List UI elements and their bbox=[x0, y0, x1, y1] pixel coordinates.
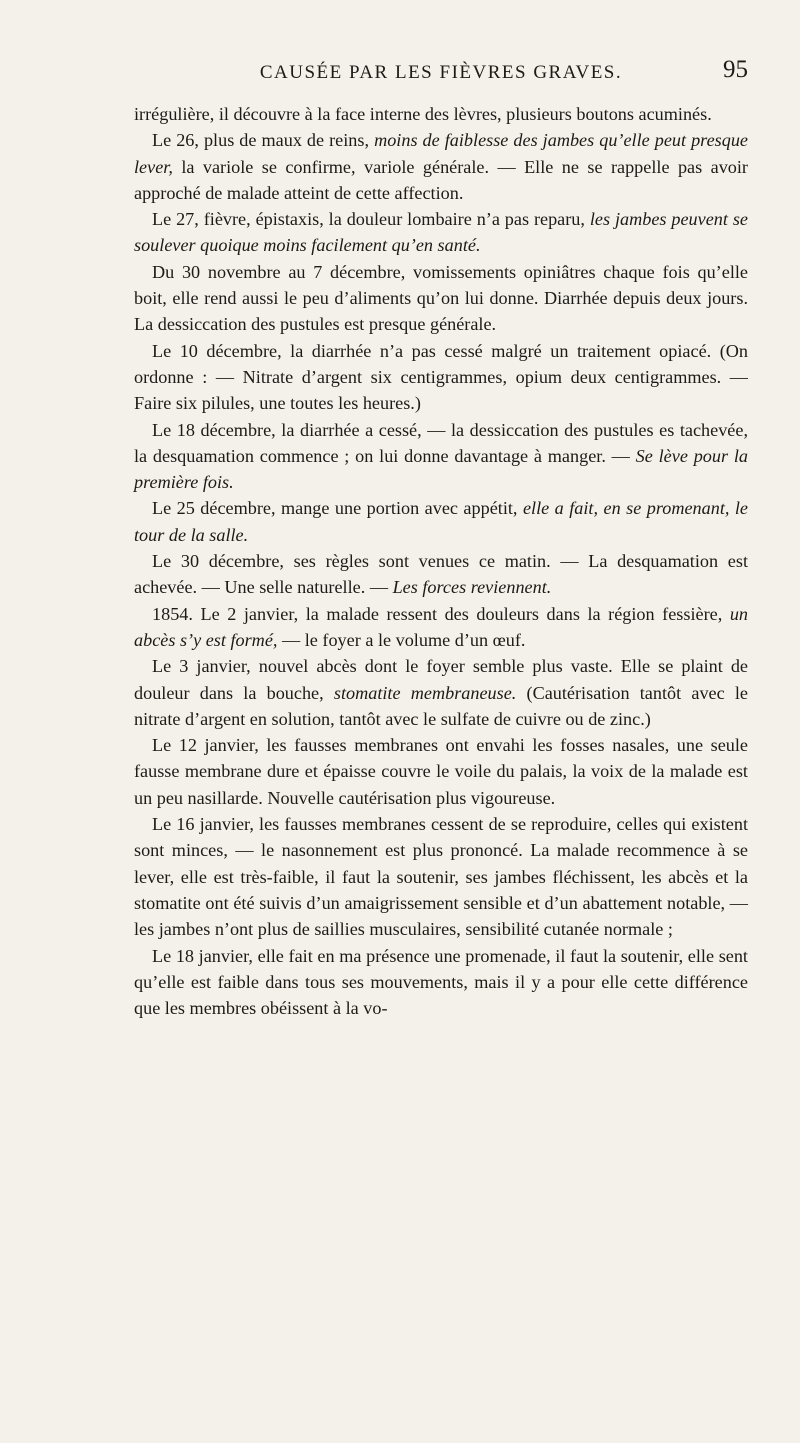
text-run: Le 18 décembre, la diarrhée a cessé, — la dessiccation des pustules es tachevée, la desquamation commence ; on lui donne davantage à manger. — bbox=[134, 419, 748, 466]
paragraph bbox=[134, 259, 748, 338]
running-title: CAUSÉE PAR LES FIÈVRES GRAVES. bbox=[259, 62, 623, 83]
paragraph bbox=[134, 653, 748, 732]
text-run: Le 18 janvier, elle fait en ma présence une promenade, il faut la soutenir, elle sent qu’elle est faible dans tous ses mouvements, mais il y a pour elle cette différence que les membres obéissent à la vo- bbox=[134, 945, 748, 1019]
text-run: Le 25 décembre, mange une portion avec appétit, bbox=[152, 498, 523, 519]
text-run: Le 10 décembre, la diarrhée n’a pas cessé malgré un traitement opiacé. (On ordonne : — Nitrate d’argent six centigrammes, opium deux centigrammes. — Faire six pilules, une toutes les heures.) bbox=[134, 340, 748, 414]
text-run: Du 30 novembre au 7 décembre, vomissements opiniâtres chaque fois qu’elle boit, elle rend aussi le peu d’aliments qu’on lui donne. Diarrhée depuis deux jours. La dessiccation des pustules est presque générale. bbox=[134, 261, 748, 335]
page-number: 95 bbox=[723, 56, 748, 83]
italic-run: Les forces reviennent. bbox=[392, 577, 552, 598]
text-run: 1854. Le 2 janvier, la malade ressent des douleurs dans la région fessière, bbox=[152, 603, 730, 624]
italic-run: un abcès s’y est formé, bbox=[134, 603, 748, 650]
paragraph bbox=[134, 495, 748, 548]
paragraph bbox=[134, 417, 748, 496]
paragraph bbox=[134, 206, 748, 259]
text-run: Le 3 janvier, nouvel abcès dont le foyer semble plus vaste. Elle se plaint de douleur dans la bouche, bbox=[134, 656, 748, 703]
paragraph bbox=[134, 548, 748, 601]
text-run: Le 30 décembre, ses règles sont venues ce matin. — La desquamation est achevée. — Une selle naturelle. — bbox=[134, 551, 748, 598]
text-run: irrégulière, il découvre à la face interne des lèvres, plusieurs boutons acuminés. bbox=[134, 104, 712, 124]
italic-run: stomatite membraneuse. bbox=[333, 682, 517, 703]
italic-run: Se lève pour la première fois. bbox=[134, 445, 748, 493]
body-text bbox=[134, 101, 748, 1021]
text-run: — le foyer a le volume d’un œuf. bbox=[277, 629, 526, 650]
text-run: Le 12 janvier, les fausses membranes ont envahi les fosses nasales, une seule fausse membrane dure et épaisse couvre le voile du palais, la voix de la malade est un peu nasillarde. Nouvelle cautérisation plus vigoureuse. bbox=[134, 735, 748, 808]
paragraph bbox=[134, 338, 748, 417]
text-run: (Cautérisation tantôt avec le nitrate d’argent en solution, tantôt avec le sulfate de cuivre ou de zinc.) bbox=[134, 682, 749, 729]
page-header bbox=[134, 56, 748, 88]
italic-run: les jambes peuvent se soulever quoique moins facilement qu’en santé. bbox=[134, 209, 748, 256]
text-run: la variole se confirme, variole générale. — Elle ne se rappelle pas avoir approché de malade atteint de cette affection. bbox=[134, 156, 748, 203]
text-run: Le 16 janvier, les fausses membranes cessent de se reproduire, celles qui existent sont minces, — le nasonnement est plus prononcé. La malade recommence à se lever, elle est très-faible, il faut la soutenir, ses jambes fléchissent, les abcès et la stomatite ont été suivis d’un amaigrissement sensible et d’un abattement notable, — les jambes n’ont plus de saillies musculaires, sensibilité cutanée normale ; bbox=[134, 814, 748, 940]
paragraph bbox=[134, 943, 748, 1022]
paragraph bbox=[134, 601, 748, 654]
italic-run: elle a fait, en se promenant, le tour de la salle. bbox=[134, 498, 749, 545]
paragraph bbox=[134, 101, 748, 127]
paragraph bbox=[134, 811, 748, 942]
paragraph bbox=[134, 732, 748, 811]
text-run: Le 26, plus de maux de reins, bbox=[152, 130, 375, 151]
text-run: Le 27, fièvre, épistaxis, la douleur lombaire n’a pas reparu, bbox=[152, 209, 590, 230]
italic-run: moins de faiblesse des jambes qu’elle peut presque lever, bbox=[134, 130, 748, 177]
paragraph bbox=[134, 127, 748, 206]
